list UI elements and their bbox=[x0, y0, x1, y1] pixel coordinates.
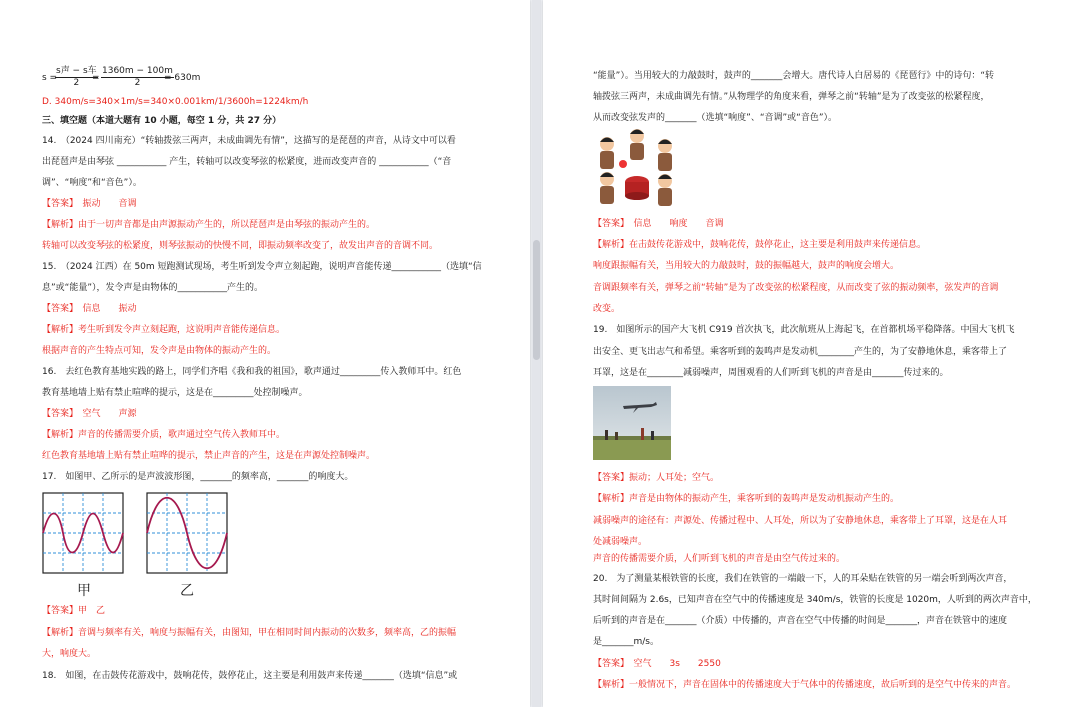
q20-line-3: 后听到的声音是在_______（介质）中传播的，声音在空气中传播的时间是_______，声音在铁管中的速度 bbox=[593, 616, 1008, 626]
scrollbar-thumb[interactable] bbox=[533, 240, 540, 360]
formula-numerator-2: 1360m − 100m bbox=[102, 66, 173, 76]
q20-line-4: 是_______m/s。 bbox=[593, 637, 659, 647]
q15-explain-1: 【解析】考生听到发令声立刻起跑，这说明声音能传递信息。 bbox=[42, 325, 286, 335]
q18-explain-4: 改变。 bbox=[593, 304, 621, 314]
waveform-figure-yi bbox=[146, 492, 228, 574]
q18-explain-2: 响度跟振幅有关，当用较大的力敲鼓时，鼓的振幅越大，鼓声的响度会增大。 bbox=[593, 261, 900, 271]
q14-line-1: 14. （2024 四川南充）“转轴拨弦三两声，未成曲调先有情”，这描写的是琵琶的声音，从诗文中可以看 bbox=[42, 136, 456, 146]
option-d-line: D. 340m/s=340×1m/s=340×0.001km/1/3600h=1224km/h bbox=[42, 97, 309, 107]
q14-explain-2: 转轴可以改变琴弦的松紧度，则琴弦振动的快慢不同，即振动频率改变了，故发出声音的音调不同。 bbox=[42, 241, 439, 251]
formula-s-label: s = bbox=[42, 73, 58, 83]
q19-explain-3: 处减弱噪声。 bbox=[593, 537, 648, 547]
q17-line-1: 17. 如图甲、乙所示的是声波波形图，_______的频率高，_______的响度大。 bbox=[42, 472, 354, 482]
q15-line-2: 息”或“能量”），发令声是由物体的___________产生的。 bbox=[42, 283, 263, 293]
q18-answer: 【答案】 信息 响度 音调 bbox=[593, 219, 724, 229]
q16-line-1: 16. 去红色教育基地实践的路上，同学们齐唱《我和我的祖国》，歌声通过_________传入教师耳中。红色 bbox=[42, 367, 462, 377]
q19-line-3: 耳罩，这是在________减弱噪声，周围观看的人们听到飞机的声音是由_______传过来的。 bbox=[593, 368, 949, 378]
q16-explain-2: 红色教育基地墙上贴有禁止喧哗的提示，禁止声音的产生，这是在声源处控制噪声。 bbox=[42, 451, 376, 461]
q14-explain-1: 【解析】由于一切声音都是由声源振动产生的，所以琵琶声是由琴弦的振动产生的。 bbox=[42, 220, 376, 230]
q20-answer: 【答案】 空气 3s 2550 bbox=[593, 659, 721, 669]
q15-answer: 【答案】 信息 振动 bbox=[42, 304, 137, 314]
q19-line-2: 出安全、更飞出志气和希望。乘客听到的轰鸣声是发动机________产生的，为了安静地休息，乘客带上了 bbox=[593, 347, 1008, 357]
q18-cont-line-3: 从而改变弦发声的_______（选填“响度”、“音调”或“音色”）。 bbox=[593, 113, 837, 123]
q17-explain-1: 【解析】音调与频率有关，响度与振幅有关，由图知，甲在相同时间内振动的次数多，频率高，乙的振幅 bbox=[42, 628, 457, 638]
formula-equals: = bbox=[92, 73, 100, 83]
q16-answer: 【答案】 空气 声源 bbox=[42, 409, 137, 419]
formula-numerator-1: s声 − s车 bbox=[56, 66, 97, 76]
q19-explain-4: 声音的传播需要介质，人们听到飞机的声音是由空气传过来的。 bbox=[593, 554, 846, 564]
document-page-left bbox=[0, 0, 530, 707]
q18-explain-3: 音调跟频率有关，弹琴之前“转轴”是为了改变弦的松紧程度，从而改变了弦的振动频率，弦发声的音调 bbox=[593, 283, 999, 293]
q20-line-1: 20. 为了测量某根铁管的长度，我们在铁管的一端敲一下，人的耳朵贴在铁管的另一端会听到两次声音， bbox=[593, 574, 1013, 584]
section-title: 三、填空题（本道大题有 10 小题，每空 1 分，共 27 分） bbox=[42, 116, 282, 126]
formula-denominator-2: 2 bbox=[134, 78, 141, 88]
q19-answer: 【答案】振动；人耳处；空气。 bbox=[593, 473, 720, 483]
q20-explain-1: 【解析】一般情况下，声音在固体中的传播速度大于气体中的传播速度，故后听到的是空气中传来的声音。 bbox=[593, 680, 1017, 690]
q19-line-1: 19. 如图所示的国产大飞机 C919 首次执飞，此次航班从上海起飞，在首都机场平稳降落。中国大飞机飞 bbox=[593, 325, 1015, 335]
c919-airplane-photo bbox=[593, 386, 671, 460]
q17-explain-2: 大，响度大。 bbox=[42, 649, 97, 659]
formula-denominator-1: 2 bbox=[73, 78, 80, 88]
q14-line-2: 出琵琶声是由琴弦 ___________ 产生，转轴可以改变琴弦的松紧度，进而改变声音的 ___________（“音 bbox=[42, 157, 452, 167]
q16-explain-1: 【解析】声音的传播需要介质，歌声通过空气传入教师耳中。 bbox=[42, 430, 286, 440]
q18-cont-line-2: 轴拨弦三两声，未成曲调先有情。”从物理学的角度来看，弹琴之前“转轴”是为了改变弦的松紧程度， bbox=[593, 92, 990, 102]
formula-result: = 630m bbox=[164, 73, 201, 83]
vertical-scrollbar[interactable] bbox=[532, 0, 541, 707]
q15-line-1: 15. （2024 江西）在 50m 短跑测试现场，考生听到发令声立刻起跑，说明声音能传递___________（选填“信 bbox=[42, 262, 482, 272]
q16-line-2: 教育基地墙上贴有禁止喧哗的提示，这是在_________处控制噪声。 bbox=[42, 388, 308, 398]
q15-explain-2: 根据声音的产生特点可知，发令声是由物体的振动产生的。 bbox=[42, 346, 277, 356]
waveform-figure-jia bbox=[42, 492, 124, 574]
q18-explain-1: 【解析】在击鼓传花游戏中，鼓响花传，鼓停花止，这主要是利用鼓声来传递信息。 bbox=[593, 240, 927, 250]
drum-game-illustration bbox=[593, 124, 677, 208]
q18-cont-line-1: “能量”）。当用较大的力敲鼓时，鼓声的_______会增大。唐代诗人白居易的《琵琶行》中的诗句：“转 bbox=[593, 71, 994, 81]
q19-explain-1: 【解析】声音是由物体的振动产生，乘客听到的轰鸣声是发动机振动产生的。 bbox=[593, 494, 900, 504]
q18-line-1: 18. 如图，在击鼓传花游戏中，鼓响花传，鼓停花止，这主要是利用鼓声来传递_______（选填“信息”或 bbox=[42, 671, 458, 681]
q14-answer: 【答案】 振动 音调 bbox=[42, 199, 137, 209]
waveform-caption-yi: 乙 bbox=[180, 583, 194, 599]
q17-answer: 【答案】甲 乙 bbox=[42, 606, 106, 616]
document-page-right bbox=[543, 0, 1080, 707]
formula-fraction-2 bbox=[101, 66, 174, 89]
q20-line-2: 其时间间隔为 2.6s，已知声音在空气中的传播速度是 340m/s，铁管的长度是 1020m，人听到的两次声音中， bbox=[593, 595, 1037, 605]
q19-explain-2: 减弱噪声的途径有：声源处、传播过程中、人耳处，所以为了安静地休息，乘客带上了耳罩，这是在人耳 bbox=[593, 516, 1008, 526]
q14-line-3: 调”、“响度”和“音色”）。 bbox=[42, 178, 142, 188]
waveform-caption-jia: 甲 bbox=[77, 583, 91, 599]
